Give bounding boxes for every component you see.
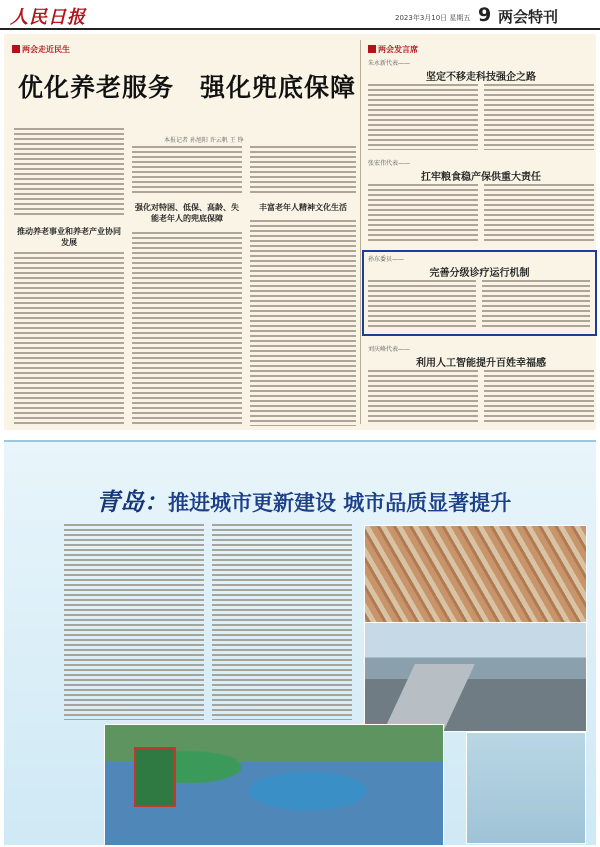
tag-square-icon bbox=[368, 45, 376, 53]
qingdao-feature bbox=[4, 440, 596, 845]
byline: 本报记者 孙旭阳 许云帆 王 铮 bbox=[164, 137, 244, 144]
page-number: 9 bbox=[478, 4, 492, 26]
waterfront-photo bbox=[466, 732, 586, 844]
feature-title: 青岛：推进城市更新建设 城市品质显著提升 bbox=[96, 487, 512, 516]
sports-court bbox=[134, 747, 176, 807]
feature-text-block bbox=[212, 524, 352, 720]
commentary-title-2: 扛牢粮食稳产保供重大责任 bbox=[421, 172, 541, 183]
news-block bbox=[4, 34, 596, 430]
reporter-3: 孙东委员—— bbox=[368, 256, 405, 263]
article-text-block bbox=[368, 370, 478, 422]
section-title: 两会特刊 bbox=[498, 8, 559, 26]
city-aerial-photo bbox=[364, 525, 587, 631]
article-text-block bbox=[14, 128, 124, 218]
article-text-block bbox=[484, 84, 594, 150]
article-text-block bbox=[484, 370, 594, 422]
feature-text-block bbox=[64, 524, 204, 720]
article-text-block bbox=[368, 280, 476, 330]
article-text-block bbox=[250, 220, 356, 426]
article-text-block bbox=[482, 280, 590, 330]
reporter-1: 朱永新代表—— bbox=[368, 60, 411, 67]
article-text-block bbox=[132, 232, 242, 426]
article-text-block bbox=[132, 146, 242, 194]
main-headline: 优化养老服务 强化兜底保障 bbox=[18, 73, 357, 102]
article-text-block bbox=[368, 84, 478, 150]
column-divider bbox=[360, 40, 361, 424]
highlighted-commentary[interactable] bbox=[362, 250, 597, 336]
subhead-2: 强化对特困、低保、高龄、失能老年人的兜底保障 bbox=[135, 202, 239, 223]
right-column-tag: 两会发言席 bbox=[368, 44, 418, 55]
reporter-4: 刘庆峰代表—— bbox=[368, 346, 411, 353]
article-text-block bbox=[484, 184, 594, 244]
article-text-block bbox=[368, 184, 478, 244]
reporter-2: 张宏伟代表—— bbox=[368, 160, 411, 167]
left-column-tag: 两会走近民生 bbox=[12, 44, 70, 55]
article-text-block bbox=[250, 146, 356, 194]
commentary-title-4: 利用人工智能提升百姓幸福感 bbox=[416, 358, 546, 369]
commentary-title-3: 完善分级诊疗运行机制 bbox=[429, 268, 530, 279]
masthead bbox=[0, 0, 600, 30]
article-text-block bbox=[14, 252, 124, 426]
tag-square-icon bbox=[12, 45, 20, 53]
subhead-1: 推动养老事业和养老产业协同发展 bbox=[17, 226, 121, 247]
commentary-title-1: 坚定不移走科技强企之路 bbox=[426, 72, 536, 83]
feature-city: 青岛： bbox=[96, 487, 168, 516]
issue-date: 2023年3月10日 星期五 bbox=[395, 14, 471, 22]
newspaper-logo: 人民日报 bbox=[10, 7, 86, 28]
subhead-3: 丰富老年人精神文化生活 bbox=[259, 202, 347, 212]
